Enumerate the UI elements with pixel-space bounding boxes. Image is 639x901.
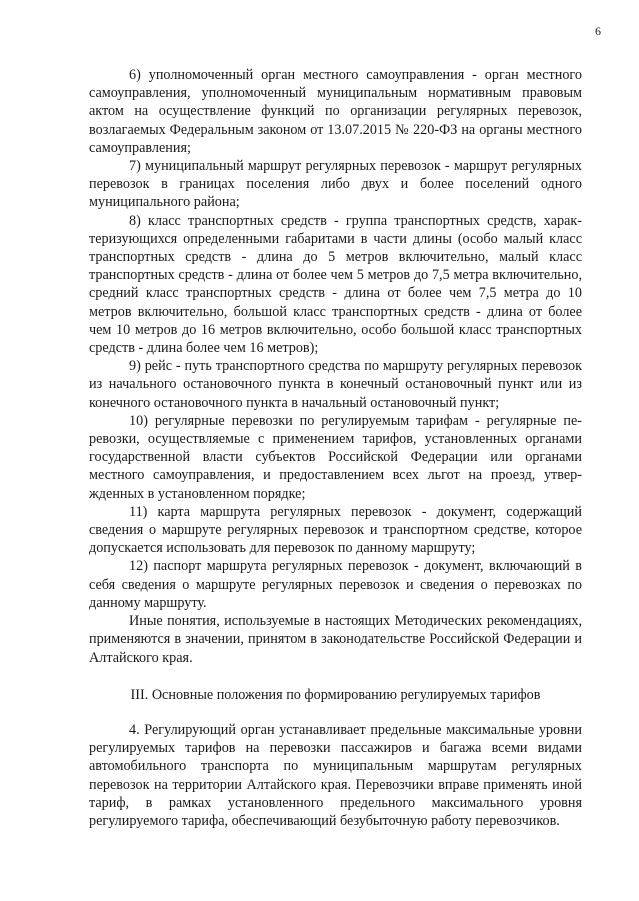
section-paragraph-4: 4. Регулирующий орган устанавливает предельные максимальные уровни регулируемых тарифов на перевозки пассажиров и багажа всеми видами автомобильного транспорта по муниципальным маршрутам регулярных перевозок на территории Алтайского края. Перевозчики вправе применять иной тариф, в рамках установленного предельного максимального уровня регулируемого тарифа, обеспечивающий безубыточную работу перевозчиков.: [89, 721, 582, 829]
definition-paragraph-9: 9) рейс - путь транспортного средства по маршруту регулярных перевозок из начального остановочного пункта в конечный остановочный пункт или из конечного остановочного пункта в начальный остановочный пункт;: [89, 358, 582, 411]
definition-paragraph-8: 8) класс транспортных средств - группа транспортных средств, характеризующихся определенными габаритами в части длины (особо малый класс транспортных средств - длина до 5 метров включительно, малый класс транспортных средств - длина от более чем 5 метров до 7,5 метра включительно, средний класс транспортных средств - длина от более чем 7,5 метра до 10 метров включительно, большой класс транспортных средств - длина от более чем 10 метров до 16 метров включительно, особо большой класс транспортных средств - длина более чем 16 метров);: [89, 212, 582, 357]
definition-paragraph-10: 10) регулярные перевозки по регулируемым тарифам - регулярные перевозки, осуществляемые с применением тарифов, установленных органами государственной власти субъектов Российской Федерации или органами местного самоуправления, и предоставлением всех льгот на проезд, утвержденных в установленном порядке;: [89, 412, 582, 502]
definition-paragraph-11: 11) карта маршрута регулярных перевозок - документ, содержащий сведения о маршруте регулярных перевозок и транспортном средстве, которое допускается использовать для перевозок по данному маршруту;: [89, 503, 582, 557]
definition-paragraph-6: 6) уполномоченный орган местного самоуправления - орган местного самоуправления, уполномоченный муниципальным нормативным правовым актом на осуществление функций по организации регулярных перевозок, возлагаемых Федеральным законом от 13.07.2015 № 220-ФЗ на органы местного самоуправления;: [89, 67, 582, 156]
definition-paragraph-12: 12) паспорт маршрута регулярных перевозок - документ, включающий в себя сведения о маршруте регулярных перевозок и сведения о перевозках по данному маршруту.: [89, 558, 582, 611]
other-terms-paragraph: Иные понятия, используемые в настоящих Методических рекомендациях, применяются в значении, принятом в законодательстве Российской Федерации и Алтайского края.: [89, 613, 582, 666]
document-body: [89, 66, 582, 830]
section-heading: III. Основные положения по формированию регулируемых тарифов: [130, 686, 541, 703]
page-number: 6: [595, 24, 601, 38]
definition-paragraph-7: 7) муниципальный маршрут регулярных перевозок - маршрут регулярных перевозок в границах поселения либо двух и более поселений одного муниципального района;: [89, 158, 582, 211]
